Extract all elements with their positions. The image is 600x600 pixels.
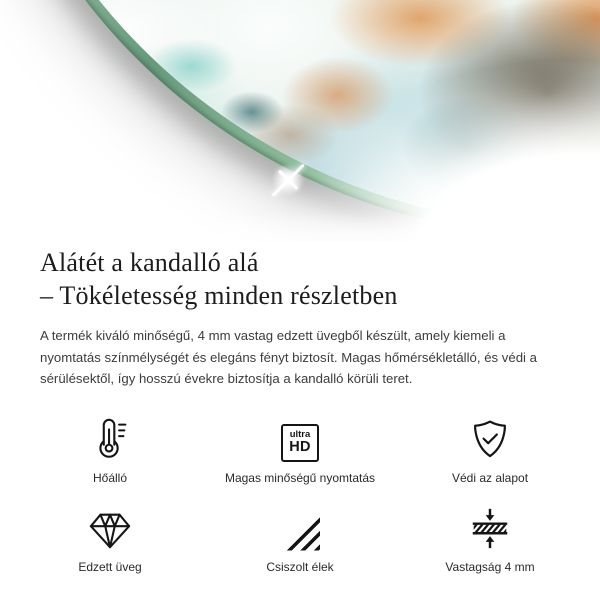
feature-label: Csiszolt élek — [266, 559, 334, 574]
feature-polished-edges — [205, 505, 395, 574]
page-title — [0, 242, 600, 312]
product-image — [0, 0, 600, 242]
feature-thickness — [395, 505, 585, 574]
ultra-hd-badge-bottom: HD — [289, 439, 311, 455]
features-grid — [0, 416, 600, 574]
thermometer-icon — [87, 416, 133, 462]
shield-check-icon — [468, 416, 512, 462]
page-title-line2: – Tökéletesség minden részletben — [40, 281, 398, 310]
feature-label: Hőálló — [92, 470, 128, 485]
feature-label: Vastagság 4 mm — [445, 559, 535, 574]
glass-artwork — [0, 0, 600, 226]
feature-protects-base — [395, 416, 585, 485]
product-description: A termék kiváló minőségű, 4 mm vastag edzett üvegből készült, amely kiemeli a nyomtatás színmélységét és elegáns fényt biztosít. Magas hőmérsékletálló, és védi a sérülésektől, így hosszú évekre biztosítja a kandalló körüli teret. — [40, 328, 537, 386]
feature-heat-resistant — [15, 416, 205, 485]
ultra-hd-icon — [281, 416, 319, 462]
feature-label: Magas minőségű nyomtatás — [224, 470, 376, 485]
feature-tempered-glass — [15, 505, 205, 574]
marble-art — [0, 0, 600, 226]
polished-edges-icon — [280, 505, 320, 551]
ultra-hd-badge-top: ultra — [289, 429, 311, 440]
diagonal-stripes-triangle — [280, 517, 320, 551]
product-text-block — [0, 242, 600, 574]
feature-label: Edzett üveg — [78, 559, 142, 574]
feature-hd-print — [205, 416, 395, 485]
feature-label: Védi az alapot — [451, 470, 529, 485]
diamond-icon — [87, 505, 133, 551]
page-title-line1: Alátét a kandalló alá — [40, 248, 259, 277]
thickness-icon — [467, 505, 513, 551]
ultra-hd-badge — [281, 424, 319, 462]
